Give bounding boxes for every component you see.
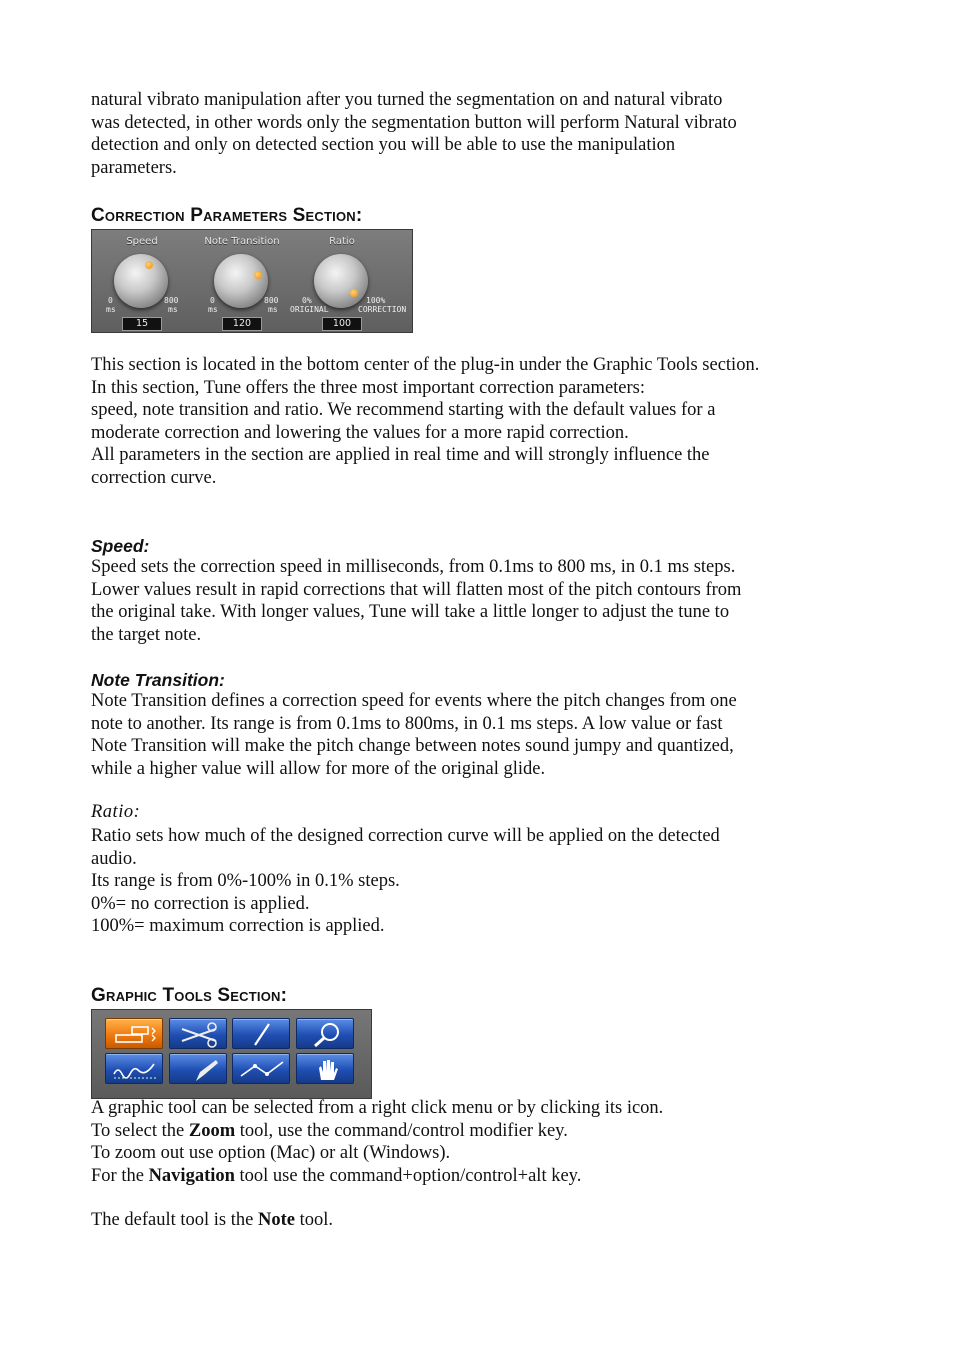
navigation-keyword: Navigation [148,1165,235,1186]
brush-tool-button[interactable] [169,1053,227,1084]
text-line: This section is located in the bottom center of the plug-in under the Graphic Tools section. [91,355,760,375]
scissors-icon [170,1019,228,1050]
knob-min-value: 0% [302,296,312,305]
knob-min-unit: ms [208,305,218,314]
line-tool-icon [233,1054,291,1085]
speed-heading: Speed: [91,536,150,556]
note-transition-heading: Note Transition: [91,670,225,690]
text-line: Ratio sets how much of the designed correction curve will be applied on the detected [91,826,720,846]
pencil-icon [233,1019,291,1050]
ratio-value-field[interactable]: 100 [322,317,362,331]
text-line: Lower values result in rapid corrections that will flatten most of the pitch contours from [91,579,742,600]
intro-paragraph [91,89,861,179]
note-transition-label: Note Transition [204,236,280,247]
correction-paragraph [91,354,861,489]
knob-max-unit: ms [168,305,178,314]
knob-indicator-icon [145,261,153,269]
note-transition-paragraph [91,690,861,780]
knob-max-value: 800 [164,296,179,305]
graphic-tools-panel [91,1009,372,1099]
knob-indicator-icon [350,289,358,297]
note-transition-knob[interactable] [214,254,268,308]
text-line: All parameters in the section are applied in real time and will strongly influence the [91,445,710,465]
speed-label: Speed [126,236,158,247]
note-tool-button[interactable] [105,1018,163,1049]
text-fragment: The default tool is the [91,1210,258,1230]
text-line: was detected, in other words only the segmentation button will perform Natural vibrato [91,112,737,133]
text-line: 0%= no correction is applied. [91,893,310,914]
vibrato-tool-button[interactable] [105,1053,163,1084]
text-line: Its range is from 0%-100% in 0.1% steps. [91,871,400,891]
correction-parameters-panel [91,229,413,333]
text-line: parameters. [91,157,177,178]
text-fragment: tool. [294,1210,333,1230]
correction-heading: Correction Parameters Section: [91,205,363,226]
text-line: correction curve. [91,467,217,488]
note-tool-icon [106,1019,164,1050]
text-line: natural vibrato manipulation after you turned the segmentation on and natural vibrato [91,90,723,110]
pencil-tool-button[interactable] [232,1018,290,1049]
zoom-icon [297,1019,355,1050]
knob-max-unit: CORRECTION [358,305,407,314]
knob-min-value: 0 [108,296,113,305]
ratio-knob[interactable] [314,254,368,308]
text-line: speed, note transition and ratio. We recommend starting with the default values for a [91,400,716,420]
text-line [91,1165,861,1188]
knob-max-value: 800 [264,296,279,305]
text-line: note to another. Its range is from 0.1ms to 800ms, in 0.1 ms steps. A low value or fast [91,713,723,734]
text-line: moderate correction and lowering the values for a more rapid correction. [91,422,629,443]
knob-min-value: 0 [210,296,215,305]
text-line: To zoom out use option (Mac) or alt (Windows). [91,1143,451,1163]
ratio-control [290,230,407,334]
note-transition-control [192,230,292,334]
default-tool-paragraph [91,1209,861,1232]
speed-knob[interactable] [114,254,168,308]
note-keyword: Note [257,1210,295,1230]
text-line: A graphic tool can be selected from a right click menu or by clicking its icon. [91,1098,664,1118]
ratio-label: Ratio [329,236,355,247]
graphic-tools-heading: Graphic Tools Section: [91,985,288,1006]
text-line: while a higher value will allow for more of the original glide. [91,758,546,779]
knob-max-value: 100% [366,296,386,305]
knob-max-unit: ms [268,305,278,314]
text-line: In this section, Tune offers the three most important correction parameters: [91,377,646,398]
text-line [91,1209,861,1232]
hand-icon [297,1054,355,1085]
text-line: Note Transition will make the pitch change between notes sound jumpy and quantized, [91,736,734,756]
text-line [91,1120,861,1143]
text-line: Note Transition defines a correction speed for events where the pitch changes from one [91,691,737,711]
vibrato-curve-icon [106,1054,164,1085]
text-line: 100%= maximum correction is applied. [91,916,385,936]
text-line: audio. [91,848,137,869]
zoom-keyword: Zoom [188,1120,236,1141]
text-fragment: tool, use the command/control modifier key. [235,1120,568,1141]
text-line: detection and only on detected section you will be able to use the manipulation [91,135,676,155]
speed-control [92,230,192,334]
text-line: the original take. With longer values, Tune will take a little longer to adjust the tune to [91,602,730,622]
ratio-paragraph [91,825,861,938]
brush-icon [170,1054,228,1085]
speed-value-field[interactable]: 15 [122,317,162,331]
knob-indicator-icon [254,271,262,279]
text-fragment: tool use the command+option/control+alt key. [234,1165,582,1186]
note-transition-value-field[interactable]: 120 [222,317,262,331]
hand-tool-button[interactable] [296,1053,354,1084]
graphic-tools-paragraph [91,1097,861,1187]
text-fragment: For the [91,1165,149,1186]
knob-min-unit: ORIGINAL [290,305,329,314]
text-line: the target note. [91,624,202,645]
scissors-tool-button[interactable] [169,1018,227,1049]
ratio-heading: Ratio: [91,802,141,822]
text-line: Speed sets the correction speed in milliseconds, from 0.1ms to 800 ms, in 0.1 ms steps. [91,557,736,577]
speed-paragraph [91,556,861,646]
line-tool-button[interactable] [232,1053,290,1084]
knob-min-unit: ms [106,305,116,314]
zoom-tool-button[interactable] [296,1018,354,1049]
text-fragment: To select the [91,1120,189,1141]
